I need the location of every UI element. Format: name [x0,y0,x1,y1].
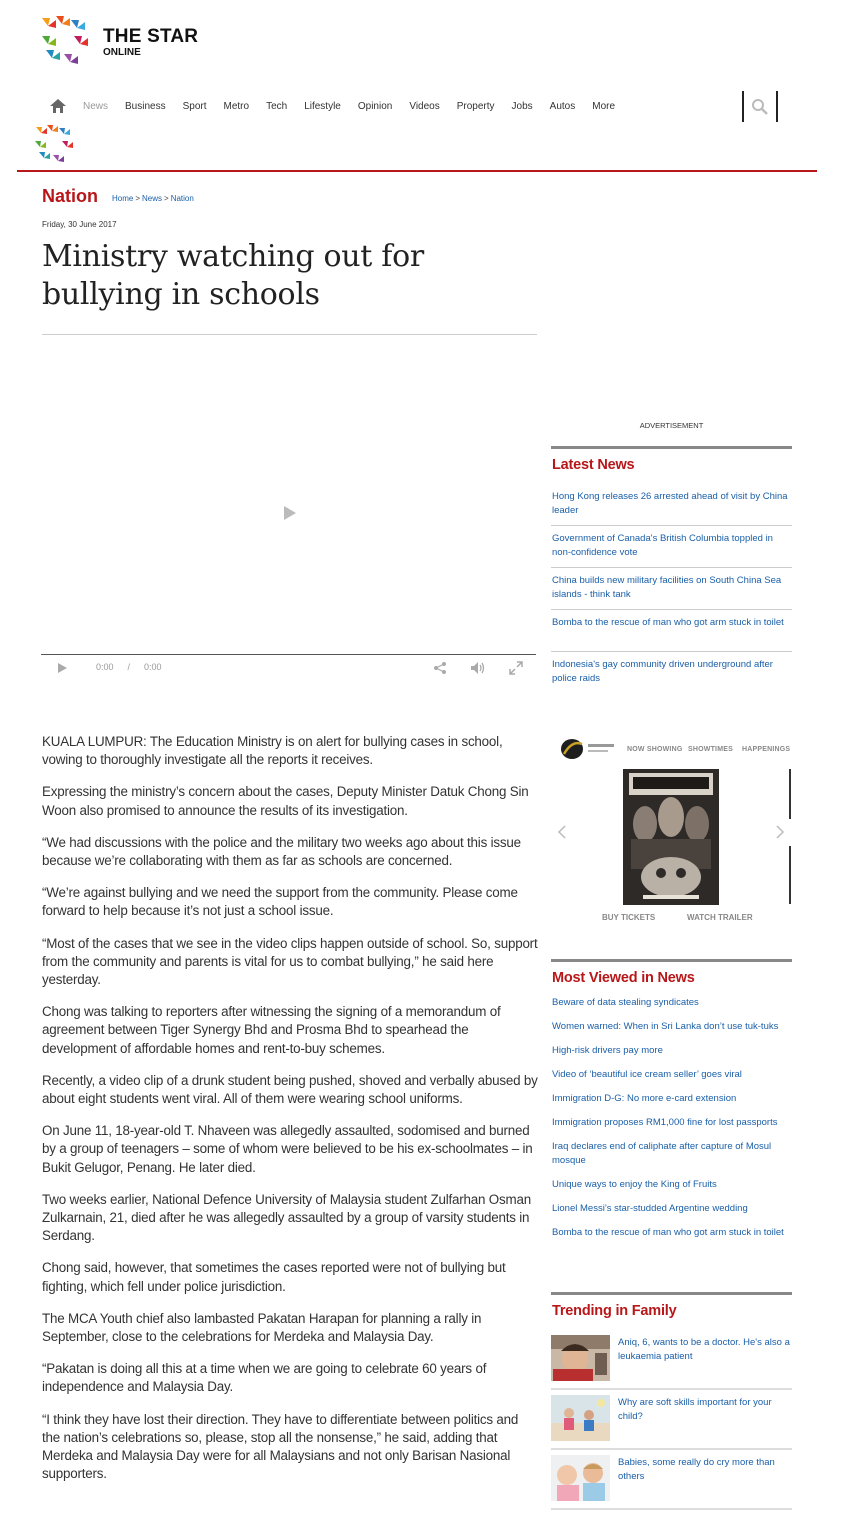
nav-item-property[interactable]: Property [456,100,495,112]
video-progress-bar[interactable] [41,654,536,655]
breadcrumb-separator: > [135,194,141,203]
article-body [42,733,539,1498]
pinwheel-logo-icon [40,14,104,70]
share-icon[interactable] [433,661,447,675]
trending-rule [551,1292,792,1295]
play-button-icon[interactable] [56,662,68,674]
brand-subname: ONLINE [103,47,141,58]
main-nav [50,96,632,116]
most-viewed-item[interactable]: Unique ways to enjoy the King of Fruits [552,1179,717,1190]
article-paragraph: “Most of the cases that we see in the video clips happen outside of school. So, support from the community and parents is vital for us to combat bullying,” he said here yesterday. [42,935,538,988]
buy-tickets-button[interactable]: BUY TICKETS [602,913,656,922]
breadcrumb-separator: > [164,194,169,203]
latest-news-rule [551,446,792,449]
trending-item-title: Babies, some really do cry more than others [618,1457,775,1482]
nav-item-autos[interactable]: Autos [549,100,576,112]
article-paragraph: Chong said, however, that sometimes the cases reported were not of bullying but fighting, which fell under police jurisdiction. [42,1260,506,1294]
brand-name: THE STAR [103,26,199,47]
breadcrumb-nation[interactable]: Nation [170,194,194,203]
latest-news-title[interactable]: Latest News [552,457,635,473]
most-viewed-title[interactable]: Most Viewed in News [552,970,695,986]
search-icon [751,98,769,116]
article-paragraph: Recently, a video clip of a drunk student being pushed, shoved and verbally abused by about eight students went viral. All of them were wearing school uniforms. [42,1072,538,1107]
breadcrumb [112,194,194,203]
most-viewed-item[interactable]: Beware of data stealing syndicates [552,997,699,1008]
fullscreen-icon[interactable] [509,661,523,675]
chevron-left-icon[interactable] [557,824,567,840]
article-paragraph: Chong was talking to reporters after witnessing the signing of a memorandum of agreement between Tiger Synergy Bhd and Prosma Bhd to spearhead the development of affordable homes and rent-to-buy schemes. [42,1004,501,1056]
cinema-logo-icon[interactable] [558,738,618,760]
header-divider [17,170,817,172]
latest-news-item[interactable]: Indonesia's gay community driven underground after police raids [552,659,773,684]
most-viewed-item[interactable]: Iraq declares end of caliphate after capture of Mosul mosque [552,1141,772,1166]
trending-item-title: Aniq, 6, wants to be a doctor. He's also a leukaemia patient [618,1337,790,1362]
latest-news-item[interactable]: Bomba to the rescue of man who got arm stuck in toilet [551,610,792,652]
most-viewed-item[interactable]: Women warned: When in Sri Lanka don’t use tuk-tuks [552,1021,779,1032]
trending-item[interactable] [551,1451,792,1510]
breadcrumb-news[interactable]: News [142,194,163,203]
trending-thumbnail[interactable] [551,1395,610,1441]
nav-item-business[interactable]: Business [125,100,166,112]
most-viewed-rule [551,959,792,962]
trending-thumbnail[interactable] [551,1455,610,1501]
most-viewed-item[interactable]: High-risk drivers pay more [552,1045,663,1056]
latest-news-item[interactable]: China builds new military facilities on South China Sea islands - think tank [551,568,792,610]
pinwheel-small-logo [34,124,80,166]
video-time-separator: / [127,662,131,672]
trending-item[interactable] [551,1331,792,1390]
children-beach-photo-image [551,1395,610,1441]
article-paragraph: The MCA Youth chief also lambasted Pakatan Harapan for planning a rally in September, close to the celebrations for Merdeka and Malaysia Day. [42,1310,482,1345]
most-viewed-item[interactable]: Bomba to the rescue of man who got arm stuck in toilet [552,1227,784,1238]
tab-showtimes[interactable]: SHOWTIMES [688,746,733,753]
article-paragraph: KUALA LUMPUR: The Education Ministry is on alert for bullying cases in school, vowing to thoroughly investigate all the reports it receives. [42,734,503,768]
trending-list [551,1331,792,1511]
trending-title[interactable]: Trending in Family [552,1303,677,1319]
article-paragraph: “We’re against bullying and we need the support from the community. Please come forward to help because it’s not just a school issue. [42,885,518,919]
nav-item-news[interactable]: News [83,100,109,112]
trending-item-title: Why are soft skills important for your child? [618,1397,772,1422]
most-viewed-item[interactable]: Video of ‘beautiful ice cream seller’ goes viral [552,1069,742,1080]
movie-poster[interactable] [623,769,719,905]
breadcrumb-home[interactable]: Home [112,194,134,203]
article-paragraph: On June 11, 18-year-old T. Nhaveen was allegedly assaulted, sodomised and burned by a group of teenagers – some of whom were believed to be his ex-schoolmates – in Bukit Gelugor, Penang. He later died. [42,1123,533,1175]
latest-news-list [551,484,792,694]
child-photo-image [551,1335,610,1381]
chevron-right-icon[interactable] [775,824,785,840]
article-paragraph: Two weeks earlier, National Defence University of Malaysia student Zulfarhan Osman Zulkarnain, 21, died after he was allegedly assaulted by a group of varsity students in Serdang. [42,1191,531,1244]
video-current-time: 0:00 [96,662,114,672]
most-viewed-item[interactable]: Immigration proposes RM1,000 fine for lost passports [552,1117,778,1128]
watch-trailer-button[interactable]: WATCH TRAILER [687,913,753,922]
nav-item-sport[interactable]: Sport [182,100,207,112]
latest-news-item[interactable]: Government of Canada's British Columbia toppled in non-confidence vote [551,526,792,568]
volume-icon[interactable] [470,661,486,675]
most-viewed-item[interactable]: Lionel Messi’s star-studded Argentine wedding [552,1203,748,1214]
carousel-edge [789,846,791,904]
article-paragraph: “Pakatan is doing all this at a time when we are going to celebrate 60 years of independence and Malaysia Day. [42,1361,487,1395]
section-title[interactable]: Nation [42,186,98,206]
advertisement-label: ADVERTISEMENT [639,421,704,430]
movie-poster-image [623,769,719,905]
video-time [89,662,169,672]
article-paragraph: “We had discussions with the police and the military two weeks ago about this issue because we’re collaborating with them as far as schools are concerned. [42,834,521,869]
video-play-icon[interactable] [283,505,297,521]
nav-item-videos[interactable]: Videos [409,100,440,112]
home-icon[interactable] [50,99,66,113]
article-date: Friday, 30 June 2017 [42,220,117,229]
nav-item-more[interactable]: More [592,100,616,112]
trending-item[interactable] [551,1391,792,1450]
headline-divider [42,334,537,335]
babies-photo-image [551,1455,610,1501]
nav-item-opinion[interactable]: Opinion [357,100,393,112]
article-headline: Ministry watching out for bullying in schools [42,239,424,312]
pinwheel-icon [34,124,80,166]
nav-item-metro[interactable]: Metro [223,100,250,112]
video-duration: 0:00 [144,662,162,672]
nav-item-tech[interactable]: Tech [266,100,288,112]
tab-now-showing[interactable]: NOW SHOWING [627,746,683,753]
article-paragraph: “I think they have lost their direction. They have to differentiate between politics and the nation’s celebrations so, please, stop all the nonsense,” he said, adding that Merdeka and Malaysia Day were for all Malaysians and not only Barisan Nasional supporters. [42,1411,519,1482]
tab-happenings[interactable]: HAPPENINGS [742,746,791,753]
most-viewed-list [551,996,792,1250]
latest-news-item[interactable]: Hong Kong releases 26 arrested ahead of visit by China leader [551,484,792,526]
carousel-edge [789,769,791,819]
most-viewed-item[interactable]: Immigration D-G: No more e-card extension [552,1093,737,1104]
trending-thumbnail[interactable] [551,1335,610,1381]
nav-item-lifestyle[interactable]: Lifestyle [304,100,341,112]
search-button[interactable] [742,91,778,122]
nav-item-jobs[interactable]: Jobs [511,100,533,112]
article-paragraph: Expressing the ministry’s concern about the cases, Deputy Minister Datuk Chong Sin Woon also promised to announce the results of its investigation. [42,784,529,818]
